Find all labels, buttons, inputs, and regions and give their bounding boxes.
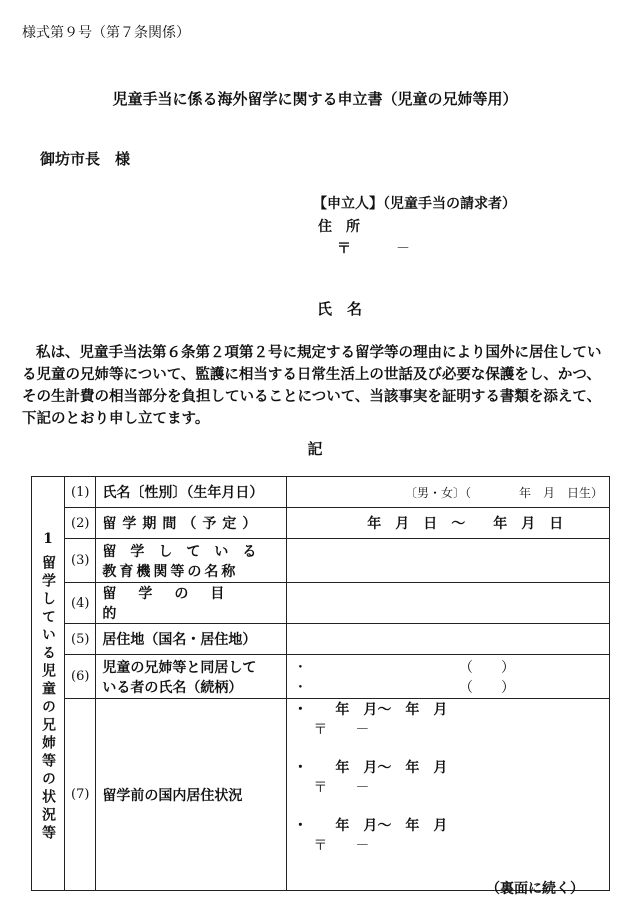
name-value-field[interactable]: 〔男・女〕（ 年 月 日生） [287,477,610,508]
page-title: 児童手当に係る海外留学に関する申立書（児童の兄姉等用） [112,90,518,108]
address-label: 住 所 [318,219,360,235]
row-label-name: 氏名〔性別〕（生年月日） [96,477,287,508]
row-label-cohabitant [96,655,287,699]
row-label-domestic-residence: 留学前の国内居住状況 [96,699,287,891]
section-side-heading [32,477,65,891]
bullet: ・ [293,679,308,696]
relation-paren: （ ） [459,679,515,696]
residence-value-field[interactable] [287,624,610,655]
row-number: (1) [65,477,96,508]
label-line: 留学している [102,543,271,560]
history-postal: 〒 － [313,722,370,738]
row-label-residence: 居住地（国名・居住地） [96,624,287,655]
cohabitant-line [293,677,603,697]
residence-history-entry [293,815,603,855]
label-line: いる者の氏名（続柄） [102,679,243,696]
history-period: ・ 年 月～ 年 月 [293,760,448,776]
label-line: 児童の兄姉等と同居して [102,659,257,676]
residence-history-entry [293,699,603,739]
relation-paren: （ ） [459,659,515,676]
domestic-residence-field[interactable] [287,699,610,891]
purpose-value-field[interactable] [287,583,610,624]
row-number: (6) [65,655,96,699]
residence-history-entry [293,757,603,797]
row-number: (3) [65,539,96,583]
cohabitant-line [293,657,603,677]
row-label-period: 留学期間（予定） [96,508,287,539]
row-number: (2) [65,508,96,539]
history-postal: 〒 － [313,838,370,854]
label-line: 教育機関等の名称 [102,563,239,580]
addressee: 御坊市長 様 [40,150,131,168]
ki-heading: 記 [307,440,323,458]
row-label-purpose: 留学の目的 [96,583,287,624]
cohabitant-value-field[interactable] [287,655,610,699]
bullet: ・ [293,659,308,676]
row-number: (5) [65,624,96,655]
history-period: ・ 年 月～ 年 月 [293,818,448,834]
row-number: (7) [65,699,96,891]
postal-mark: 〒 [337,241,351,257]
continue-note: （裏面に続く） [486,881,584,897]
applicant-label: 【申立人】（児童手当の請求者） [313,196,516,212]
section-heading: 留学している児童の兄姉等の状況等 [40,554,56,843]
row-number: (4) [65,583,96,624]
status-table [31,476,610,891]
postal-dash: － [396,241,410,257]
row-label-institution [96,539,287,583]
section-number: 1 [43,530,53,547]
period-value-field[interactable]: 年 月 日 ～ 年 月 日 [287,508,610,539]
institution-value-field[interactable] [287,539,610,583]
history-period: ・ 年 月～ 年 月 [293,702,448,718]
declaration-text: 私は、児童手当法第６条第２項第２号に規定する留学等の理由により国外に居住している児童の兄姉等について、監護に相当する日常生活上の世話及び必要な保護をし、かつ、その生計費の相当部分を負担していることについて、当該事実を証明する書類を添えて、下記のとおり申し立てます。 [22,344,602,427]
name-label: 氏 名 [317,300,363,318]
form-number: 様式第９号（第７条関係） [22,25,190,41]
history-postal: 〒 － [313,780,370,796]
